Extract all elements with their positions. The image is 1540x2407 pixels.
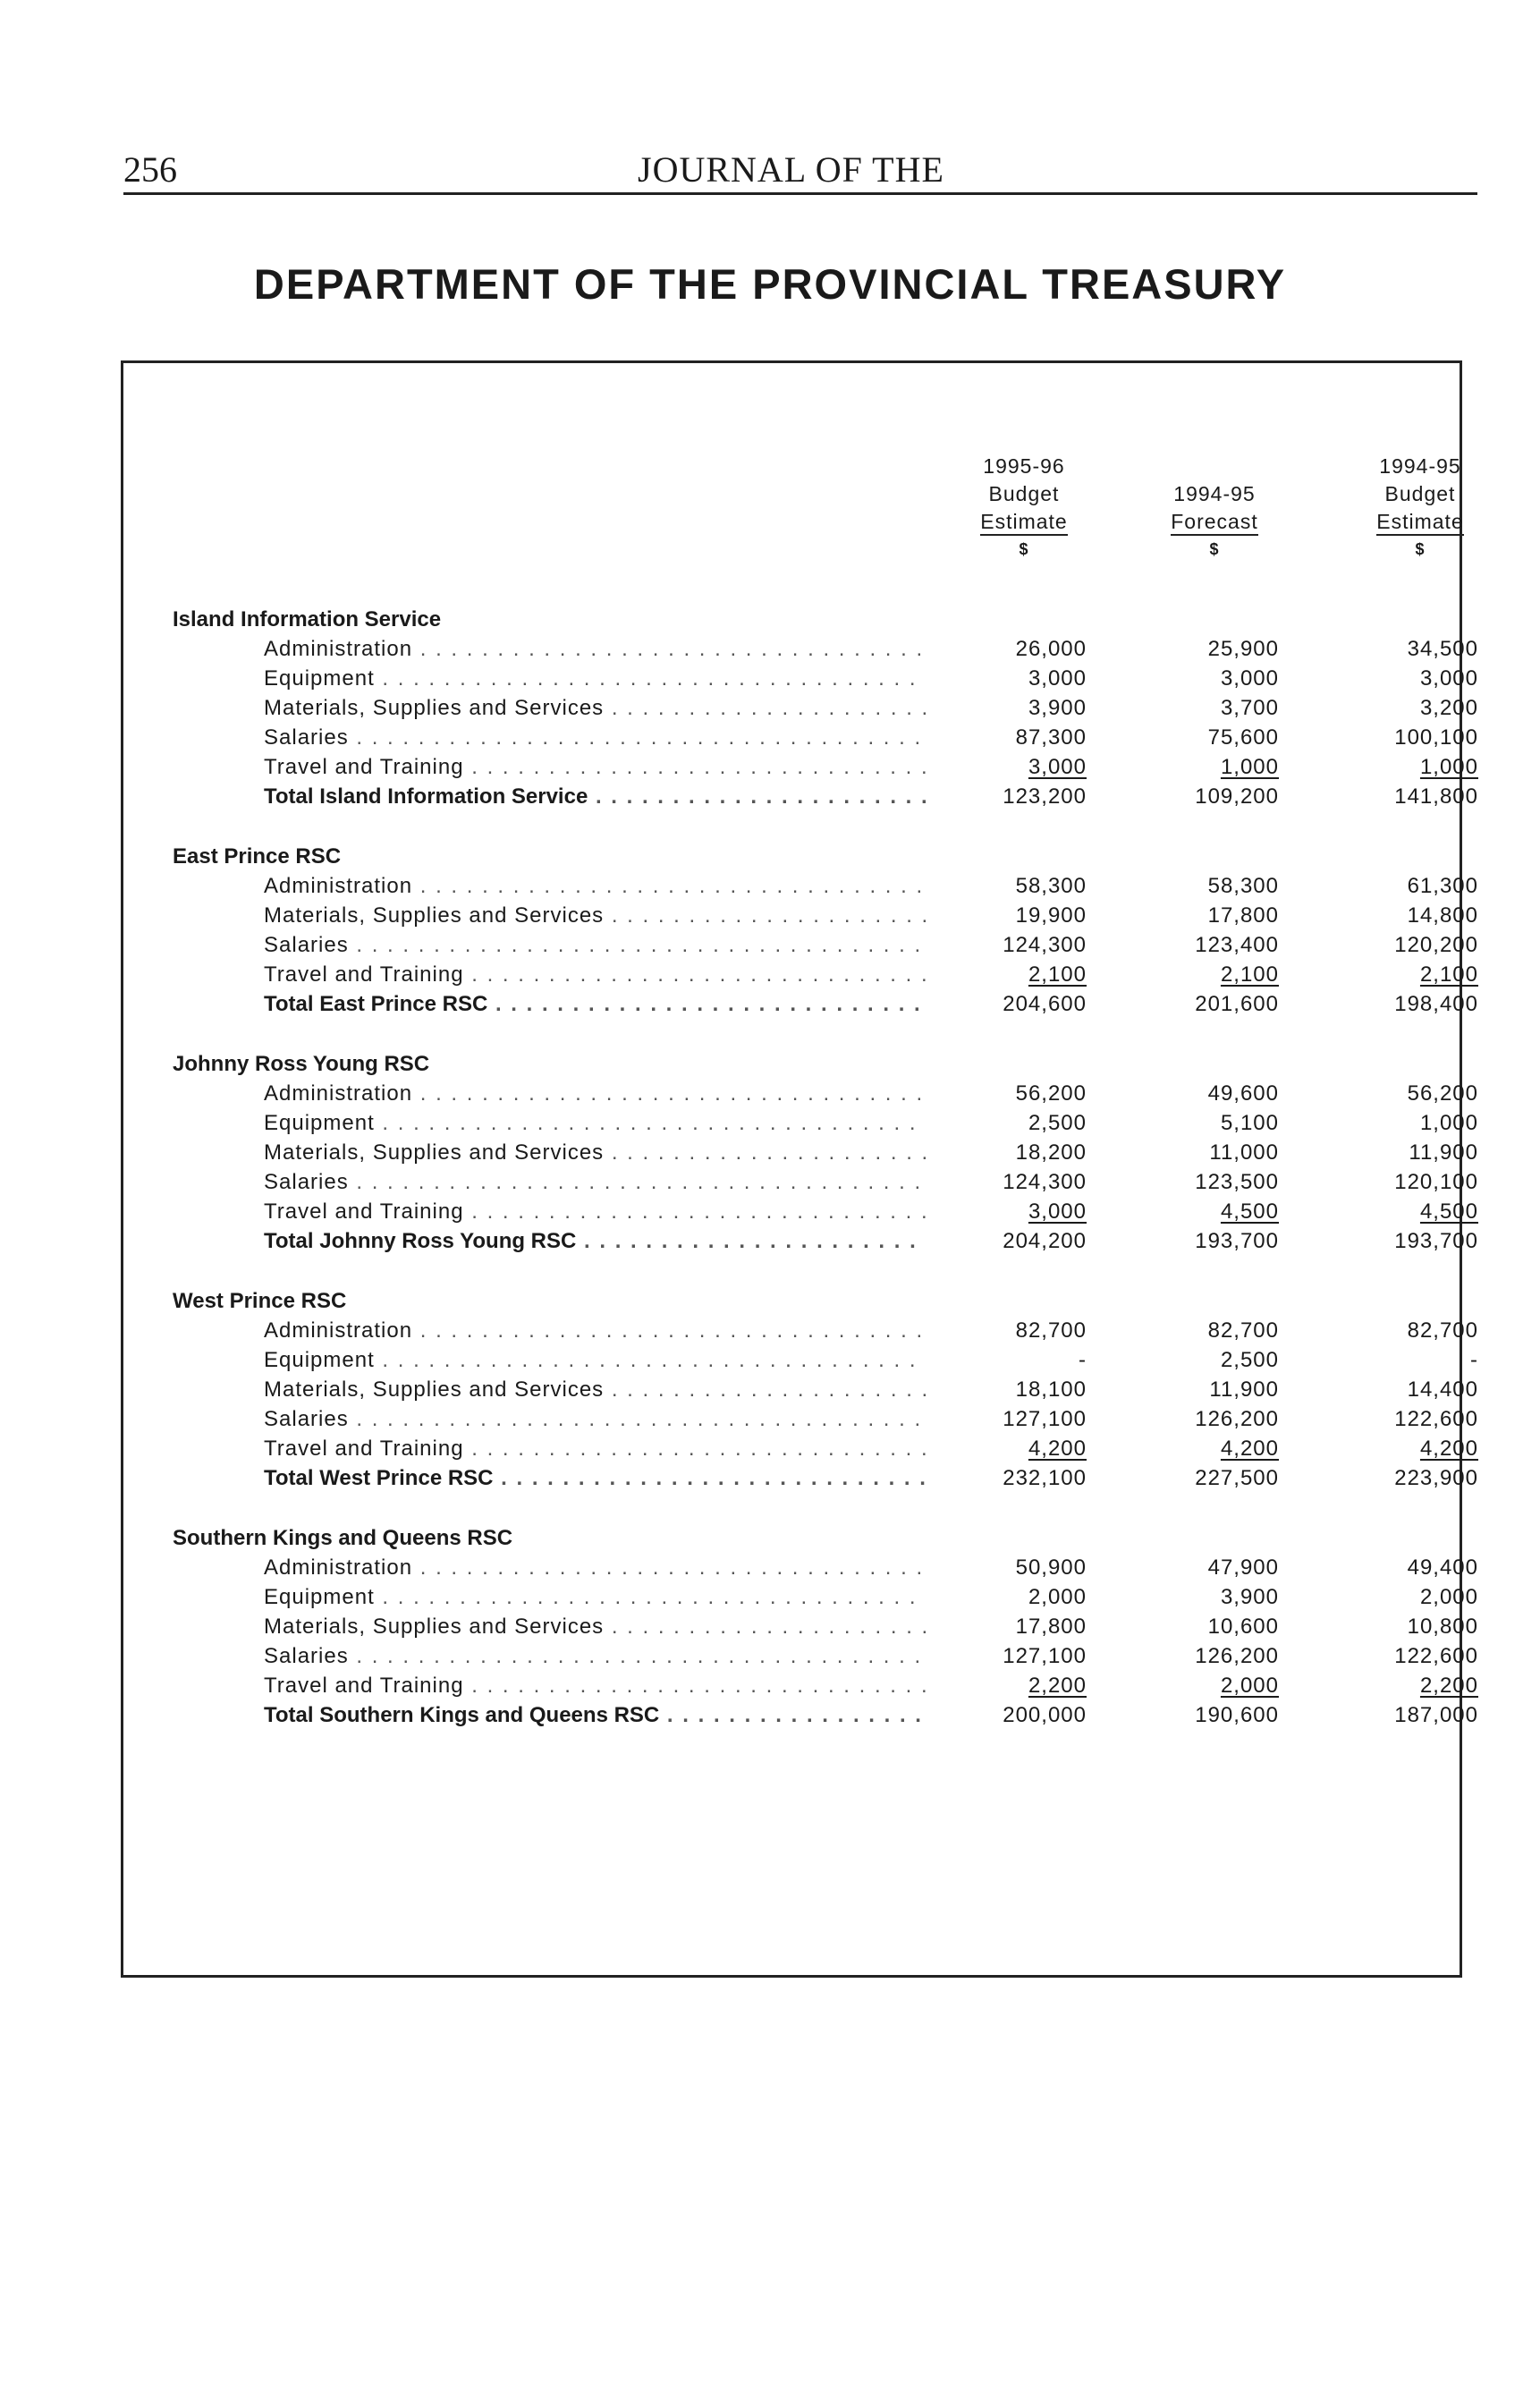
row-label: Travel and Training . . . (264, 1434, 926, 1463)
total-row (173, 1463, 1478, 1493)
table-row (173, 901, 1478, 930)
table-section (173, 1523, 1478, 1730)
cell-value: 56,200 (1407, 1081, 1478, 1106)
row-label: Total East Prince RSC . . . (264, 989, 926, 1019)
cell-value: 58,300 (1207, 874, 1279, 898)
cell-value: 3,900 (1220, 1585, 1279, 1609)
cell-value: 4,200 (1419, 1437, 1478, 1461)
cell-value: 123,200 (1003, 784, 1087, 809)
cell-value: 3,900 (1028, 696, 1087, 720)
row-label: Salaries . . . (264, 1641, 926, 1671)
row-label: Travel and Training . . . (264, 960, 926, 989)
column-header-line: Forecast (1171, 510, 1257, 536)
row-label: Total Island Information Service . . . (264, 782, 926, 811)
department-title: DEPARTMENT OF THE PROVINCIAL TREASURY (253, 260, 1287, 308)
cell-value: 126,200 (1195, 1407, 1279, 1431)
cell-value: 2,000 (1220, 1674, 1279, 1698)
cell-value: 200,000 (1003, 1703, 1087, 1727)
cell-value: 56,200 (1015, 1081, 1087, 1106)
cell-value: 204,600 (1003, 992, 1087, 1016)
table-row (173, 960, 1478, 989)
cell-value: - (1470, 1348, 1478, 1372)
row-label: Travel and Training . . . (264, 1197, 926, 1226)
cell-value: 18,100 (1015, 1377, 1087, 1402)
total-row (173, 1226, 1478, 1256)
row-label: Salaries . . . (264, 1167, 926, 1197)
cell-value: 4,200 (1220, 1437, 1279, 1461)
cell-value: 34,500 (1407, 637, 1478, 661)
table-row (173, 752, 1478, 782)
table-row (173, 1138, 1478, 1167)
table-row (173, 1375, 1478, 1404)
table-row (173, 634, 1478, 664)
cell-value: 198,400 (1394, 992, 1478, 1016)
column-unit: $ (1415, 540, 1426, 558)
row-label: Materials, Supplies and Services . . . (264, 693, 926, 723)
cell-value: 223,900 (1394, 1466, 1478, 1490)
table-row (173, 723, 1478, 752)
total-row (173, 1700, 1478, 1730)
cell-value: 3,700 (1220, 696, 1279, 720)
cell-value: 120,100 (1394, 1170, 1478, 1194)
cell-value: 17,800 (1015, 1615, 1087, 1639)
cell-value: 100,100 (1394, 725, 1478, 750)
cell-value: 109,200 (1195, 784, 1279, 809)
cell-value: 3,000 (1028, 666, 1087, 691)
cell-value: 2,100 (1028, 962, 1087, 987)
cell-value: 193,700 (1195, 1229, 1279, 1253)
cell-value: 227,500 (1195, 1466, 1279, 1490)
cell-value: 10,800 (1407, 1615, 1478, 1639)
cell-value: 3,000 (1028, 1199, 1087, 1224)
cell-value: 124,300 (1003, 933, 1087, 957)
cell-value: 126,200 (1195, 1644, 1279, 1668)
table-row (173, 1167, 1478, 1197)
table-row (173, 871, 1478, 901)
row-label: Salaries . . . (264, 723, 926, 752)
total-row (173, 782, 1478, 811)
row-label: Materials, Supplies and Services . . . (264, 1138, 926, 1167)
cell-value: 127,100 (1003, 1407, 1087, 1431)
cell-value: 75,600 (1207, 725, 1279, 750)
table-row (173, 930, 1478, 960)
cell-value: 120,200 (1394, 933, 1478, 957)
row-label: Materials, Supplies and Services . . . (264, 901, 926, 930)
section-title: West Prince RSC (173, 1289, 347, 1313)
cell-value: 4,200 (1028, 1437, 1087, 1461)
column-header-line: Budget (988, 482, 1060, 505)
column-header-line: Estimate (980, 510, 1067, 536)
cell-value: 187,000 (1394, 1703, 1478, 1727)
row-label: Materials, Supplies and Services . . . (264, 1375, 926, 1404)
cell-value: 3,200 (1419, 696, 1478, 720)
cell-value: 3,000 (1419, 666, 1478, 691)
cell-value: 190,600 (1195, 1703, 1279, 1727)
cell-value: 201,600 (1195, 992, 1279, 1016)
section-title: Johnny Ross Young RSC (173, 1052, 430, 1076)
cell-value: 1,000 (1419, 1111, 1478, 1135)
column-unit: $ (1209, 540, 1220, 558)
cell-value: 11,900 (1209, 1377, 1279, 1402)
table-row (173, 1079, 1478, 1108)
column-header-1994-95-budget-estimate (1335, 453, 1505, 564)
table-section (173, 605, 1478, 811)
cell-value: 82,700 (1407, 1318, 1478, 1343)
cell-value: 11,000 (1209, 1140, 1279, 1165)
table-sections (173, 605, 1478, 1760)
cell-value: 2,100 (1220, 962, 1279, 987)
cell-value: 61,300 (1407, 874, 1478, 898)
row-label: Total West Prince RSC . . . (264, 1463, 926, 1493)
row-label: Salaries . . . (264, 930, 926, 960)
cell-value: 11,900 (1409, 1140, 1478, 1165)
cell-value: 2,500 (1220, 1348, 1279, 1372)
cell-value: 3,000 (1028, 755, 1087, 779)
row-label: Administration . . . (264, 1079, 926, 1108)
cell-value: 18,200 (1015, 1140, 1087, 1165)
budget-table-frame (121, 360, 1478, 1978)
cell-value: 193,700 (1394, 1229, 1478, 1253)
cell-value: 82,700 (1207, 1318, 1279, 1343)
cell-value: 2,500 (1028, 1111, 1087, 1135)
table-row (173, 1671, 1478, 1700)
cell-value: 141,800 (1394, 784, 1478, 809)
column-header-line: Estimate (1376, 510, 1463, 536)
cell-value: 26,000 (1015, 637, 1087, 661)
cell-value: 4,500 (1220, 1199, 1279, 1224)
cell-value: 25,900 (1207, 637, 1279, 661)
cell-value: 127,100 (1003, 1644, 1087, 1668)
table-section (173, 1286, 1478, 1493)
row-label: Equipment . . . (264, 1345, 926, 1375)
cell-value: 47,900 (1207, 1555, 1279, 1580)
running-head (123, 148, 1477, 195)
row-label: Total Johnny Ross Young RSC . . . (264, 1226, 926, 1256)
row-label: Administration . . . (264, 1316, 926, 1345)
row-label: Total Southern Kings and Queens RSC . . . (264, 1700, 926, 1730)
cell-value: 5,100 (1220, 1111, 1279, 1135)
column-header-line: 1994-95 (1173, 482, 1256, 505)
column-header-line: 1994-95 (1379, 454, 1461, 478)
cell-value: 1,000 (1419, 755, 1478, 779)
column-header-1994-95-forecast (1130, 480, 1299, 564)
cell-value: 82,700 (1015, 1318, 1087, 1343)
cell-value: 204,200 (1003, 1229, 1087, 1253)
row-label: Equipment . . . (264, 1582, 926, 1612)
row-label: Administration . . . (264, 871, 926, 901)
table-row (173, 1404, 1478, 1434)
cell-value: 10,600 (1207, 1615, 1279, 1639)
page-number: 256 (123, 149, 177, 190)
cell-value: 2,100 (1419, 962, 1478, 987)
row-label: Equipment . . . (264, 664, 926, 693)
table-row (173, 1316, 1478, 1345)
cell-value: 17,800 (1207, 903, 1279, 928)
row-label: Travel and Training . . . (264, 1671, 926, 1700)
cell-value: 2,000 (1419, 1585, 1478, 1609)
row-label: Materials, Supplies and Services . . . (264, 1612, 926, 1641)
column-header-1995-96-budget-estimate (939, 453, 1109, 564)
table-row (173, 1197, 1478, 1226)
table-section (173, 842, 1478, 1019)
journal-title: JOURNAL OF THE (638, 149, 944, 190)
column-header-line: Budget (1384, 482, 1456, 505)
table-row (173, 1108, 1478, 1138)
cell-value: - (1079, 1348, 1087, 1372)
column-header-line: 1995-96 (983, 454, 1065, 478)
row-label: Administration . . . (264, 1553, 926, 1582)
section-title: East Prince RSC (173, 844, 342, 869)
row-label: Administration . . . (264, 634, 926, 664)
column-unit: $ (1019, 540, 1029, 558)
table-row (173, 1434, 1478, 1463)
cell-value: 123,400 (1195, 933, 1279, 957)
cell-value: 122,600 (1394, 1407, 1478, 1431)
total-row (173, 989, 1478, 1019)
cell-value: 3,000 (1220, 666, 1279, 691)
cell-value: 123,500 (1195, 1170, 1279, 1194)
cell-value: 49,600 (1207, 1081, 1279, 1106)
table-row (173, 1553, 1478, 1582)
section-title: Island Information Service (173, 607, 442, 631)
table-section (173, 1049, 1478, 1256)
table-row (173, 1612, 1478, 1641)
cell-value: 58,300 (1015, 874, 1087, 898)
cell-value: 1,000 (1220, 755, 1279, 779)
table-row (173, 1582, 1478, 1612)
cell-value: 2,200 (1028, 1674, 1087, 1698)
cell-value: 14,400 (1407, 1377, 1478, 1402)
cell-value: 50,900 (1015, 1555, 1087, 1580)
table-row (173, 664, 1478, 693)
row-label: Equipment . . . (264, 1108, 926, 1138)
table-row (173, 693, 1478, 723)
cell-value: 19,900 (1015, 903, 1087, 928)
cell-value: 232,100 (1003, 1466, 1087, 1490)
section-title: Southern Kings and Queens RSC (173, 1526, 513, 1550)
cell-value: 124,300 (1003, 1170, 1087, 1194)
cell-value: 4,500 (1419, 1199, 1478, 1224)
cell-value: 87,300 (1015, 725, 1087, 750)
row-label: Salaries . . . (264, 1404, 926, 1434)
table-row (173, 1641, 1478, 1671)
cell-value: 122,600 (1394, 1644, 1478, 1668)
cell-value: 2,000 (1028, 1585, 1087, 1609)
row-label: Travel and Training . . . (264, 752, 926, 782)
table-row (173, 1345, 1478, 1375)
cell-value: 49,400 (1407, 1555, 1478, 1580)
cell-value: 2,200 (1419, 1674, 1478, 1698)
cell-value: 14,800 (1407, 903, 1478, 928)
